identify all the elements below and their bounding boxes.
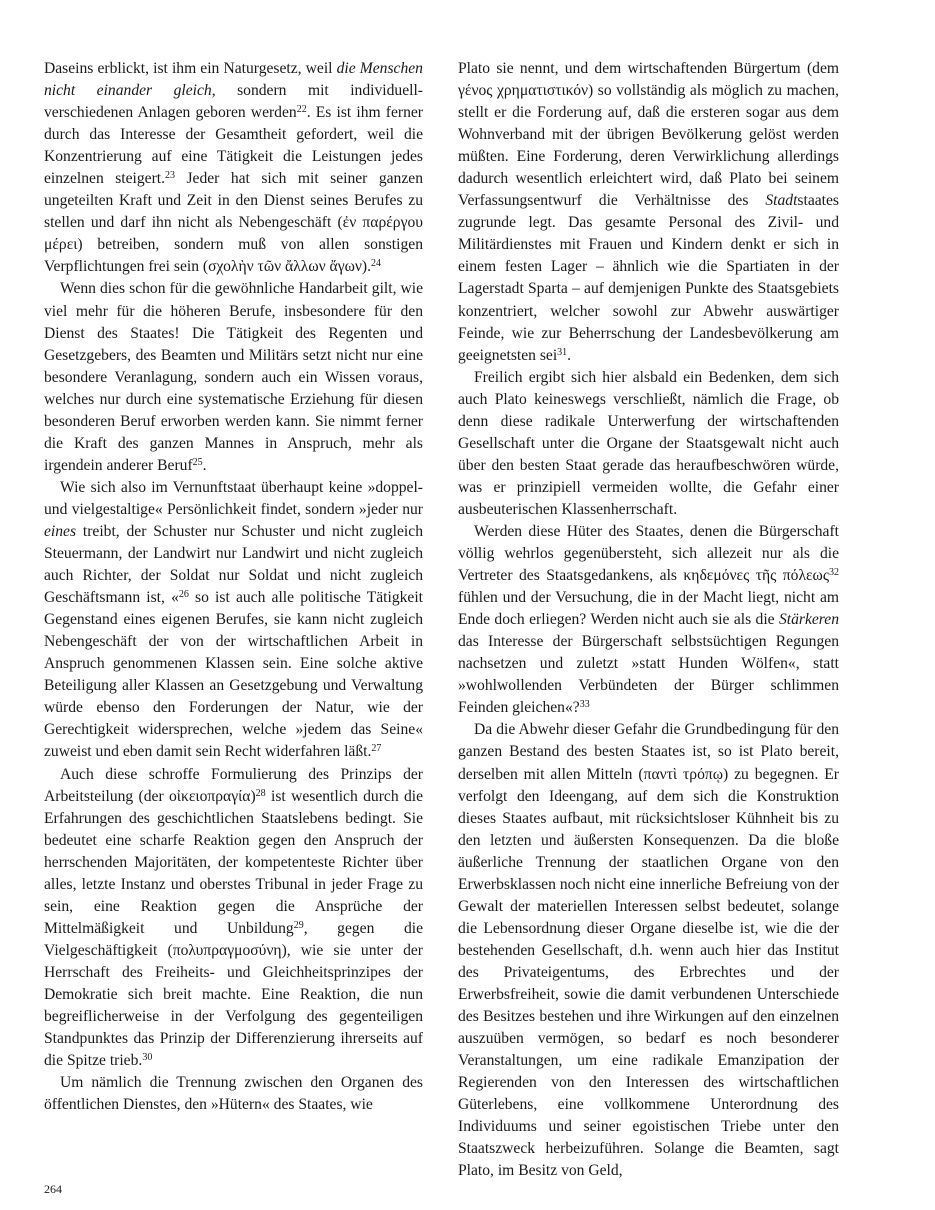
text-run: Wie sich also im Vernunftstaat überhaupt keine »doppel- und vielgestaltige« Persönlichkeit findet, sondern »jeder nur bbox=[44, 478, 423, 518]
text-run: Freilich ergibt sich hier alsbald ein Bedenken, dem sich auch Plato keineswegs verschließt, nämlich die Frage, ob denn diese radikale Unterwerfung der wirtschaftenden Gesellschaft unter die Organe der Staatsgewalt nicht auch über den besten Staat gerade das heraufbeschwören würde, was er prinzipiell vermeiden wollte, die Gefahr einer ausbeuterischen Klassenherrschaft. bbox=[458, 368, 839, 518]
paragraph bbox=[458, 58, 839, 367]
text-run: Auch diese schroffe Formulierung des Prinzips der Arbeitsteilung (der οἰκειοπραγία) bbox=[44, 765, 423, 805]
footnote-ref: 25 bbox=[192, 456, 203, 468]
paragraph bbox=[458, 719, 839, 1182]
emphasis-text: Stadt bbox=[765, 192, 798, 210]
footnote-ref: 27 bbox=[371, 743, 382, 755]
footnote-ref: 32 bbox=[829, 567, 839, 579]
text-run: , gegen die Vielgeschäftigkeit (πολυπραγμοσύνη), wie sie unter der Herrschaft des Freiheits- und Gleichheitsprinzipes der Demokratie sich breit machte. Eine Reaktion, die nun begreiflicherweise in der Verfolgung des gegenteiligen Standpunktes das Prinzip der Differenzierung ihrerseits auf die Spitze trieb. bbox=[44, 919, 424, 1070]
paragraph bbox=[44, 764, 423, 1073]
text-run: Da die Abwehr dieser Gefahr die Grundbedingung für den ganzen Bestand des besten Staates ist, so ist Plato bereit, derselben mit allen Mitteln (παντὶ τρόπῳ) zu begegnen. Er verfolgt den Ideengang, auf dem sich die Konstruktion dieses Staates aufbaut, mit rücksichtsloser Kühnheit bis zu den letzten und äußersten Konsequenzen. Da die bloße äußerliche Trennung der staatlichen Organe von den Erwerbsklassen noch nicht eine innerliche Befreiung von der Gewalt der materiellen Interessen selbst bedeutet, solange die Lebensordnung dieser Organe dieselbe ist, wie die der bestehenden Gesellschaft, d.h. wenn auch hier das Institut des Privateigentums, des Erbrechtes und der Erwerbsfreiheit, sowie die damit verbundenen Unterschiede des Besitzes bestehen und ihre Wirkungen auf den einzelnen auszuüben vermögen, so bedarf es noch besonderer Veranstaltungen, um eine radikale Emanzipation der Regierenden von den Interessen des wirtschaftlichen Güterlebens, eine vollkommene Unterordnung des Individuums und seiner egoistischen Triebe unter den Staatszweck herbeizuführen. Solange die Beamten, sagt Plato, im Besitz von Geld, bbox=[458, 721, 839, 1180]
footnote-ref: 29 bbox=[293, 919, 304, 931]
footnote-ref: 33 bbox=[579, 699, 590, 711]
paragraph bbox=[44, 278, 423, 476]
page-number: 264 bbox=[44, 1182, 62, 1196]
left-column bbox=[44, 58, 423, 1116]
emphasis-text: Stärkeren bbox=[778, 611, 839, 629]
paragraph bbox=[458, 367, 839, 521]
footnote-ref: 26 bbox=[178, 589, 189, 601]
footnote-ref: 24 bbox=[371, 258, 382, 270]
text-run: Wenn dies schon für die gewöhnliche Handarbeit gilt, wie viel mehr für die höheren Berufe, insbesondere für den Dienst des Staates! Die Tätigkeit des Regenten und Gesetzgebers, des Beamten und Militärs setzt nicht nur eine besondere Veranlagung, sondern auch ein Wissen voraus, welches nur durch eine systematische Erziehung für diesen besonderen Beruf erworben werden kann. Sie nimmt ferner die Kraft des ganzen Mannes in Anspruch, mehr als irgendein anderer Beruf bbox=[44, 280, 423, 474]
paragraph bbox=[44, 477, 423, 764]
text-run: Daseins erblickt, ist ihm ein Naturgesetz, weil bbox=[44, 60, 337, 77]
emphasis-text: die Menschen nicht einander gleich, bbox=[44, 60, 423, 100]
footnote-ref: 22 bbox=[296, 104, 307, 116]
text-run: staates zugrunde legt. Das gesamte Personal des Zivil- und Militärdienstes mit Frauen und Kindern denkt er sich in einem festen Lager – ähnlich wie die Spartiaten in der Lagerstadt Sparta – auf demjenigen Punkte des Staatsgebiets konzentriert, welcher sowohl zur Abwehr auswärtiger Feinde, wie zur Beherrschung der Landesbevölkerung am geeignetsten sei bbox=[458, 192, 839, 364]
paragraph bbox=[44, 1072, 423, 1116]
text-run: . bbox=[567, 346, 572, 364]
footnote-ref: 28 bbox=[255, 787, 266, 799]
emphasis-text: eines bbox=[44, 522, 77, 540]
text-run: sondern mit individuell-verschiedenen Anlagen geboren werden bbox=[44, 82, 423, 122]
text-run: ist wesentlich durch die Erfahrungen des geschichtlichen Staatslebens bedingt. Sie bedeutet eine scharfe Reaktion gegen den Anspruch der herrschenden Majoritäten, der kompetenteste Richter über alles, letzte Instanz und oberstes Tribunal in jeder Frage zu sein, eine Reaktion gegen die Ansprüche der Mittelmäßigkeit und Unbildung bbox=[44, 787, 423, 937]
paragraph bbox=[44, 58, 423, 278]
text-run: Plato sie nennt, und dem wirtschaftenden Bürgertum (dem γένος χρηματιστικόν) so vollständig als möglich zu machen, stellt er die Forderung auf, daß die ersteren sogar aus dem Wohnverband mit der übrigen Bevölkerung gelöst werden müßten. Eine Forderung, deren Verwirklichung allerdings dadurch wesentlich erleichtert wird, daß Plato bei seinem Verfassungsentwurf die Verhältnisse des bbox=[458, 60, 839, 210]
text-run: fühlen und der Versuchung, die in der Macht liegt, nicht am Ende doch erliegen? Werden nicht auch sie als die bbox=[458, 589, 839, 629]
right-column bbox=[458, 58, 839, 1182]
footnote-ref: 30 bbox=[142, 1052, 153, 1064]
text-run: Um nämlich die Trennung zwischen den Organen des öffentlichen Dienstes, den »Hütern« des Staates, wie bbox=[44, 1074, 423, 1114]
text-run: Werden diese Hüter des Staates, denen die Bürgerschaft völlig wehrlos gegenübersteht, sich allezeit nur als die Vertreter des Staatsgedankens, als κηδεμόνες τῆς πόλεως bbox=[458, 522, 839, 585]
footnote-ref: 23 bbox=[165, 170, 175, 182]
text-run: . bbox=[202, 456, 207, 474]
text-run: so ist auch alle politische Tätigkeit Gegenstand eines eigenen Berufes, sie kann nicht zugleich Nebengeschäft der von der wirtschaftlichen Arbeit in Anspruch genommenen Klassen sein. Eine solche aktive Beteiligung aller Klassen an Gesetzgebung und Verwaltung würde ebenso den Forderungen der Natur, wie der Gerechtigkeit widersprechen, welche »jedem das Seine« zuweist und eben damit sein Recht widerfahren läßt. bbox=[44, 589, 423, 761]
footnote-ref: 31 bbox=[557, 346, 568, 358]
text-run: das Interesse der Bürgerschaft selbstsüchtigen Regungen nachsetzen und zuletzt »statt Hunden Wölfen«, statt »wohlwollenden Verbündeten der Bürger schlimmen Feinden gleichen«? bbox=[458, 633, 839, 717]
text-run: treibt, der Schuster nur Schuster und nicht zugleich Steuermann, der Landwirt nur Landwirt und nicht zugleich auch Richter, der Soldat nur Soldat und nicht zugleich Geschäftsmann ist, « bbox=[44, 522, 423, 607]
paragraph bbox=[458, 521, 839, 719]
text-run: Jeder hat sich mit seiner ganzen ungeteilten Kraft und Zeit in den Dienst seines Berufes zu stellen und darf ihn nicht als Nebengeschäft (ἐν παρέργου μέρει) betreiben, sondern muß von allen sonstigen Verpflichtungen frei sein (σχολὴν τῶν ἄλλων ἄγων). bbox=[44, 170, 423, 276]
text-run: . Es ist ihm ferner durch das Interesse der Gesamtheit gefordert, weil die Konzentrierung auf eine Tätigkeit die Leistungen jedes einzelnen steigert. bbox=[44, 104, 423, 188]
